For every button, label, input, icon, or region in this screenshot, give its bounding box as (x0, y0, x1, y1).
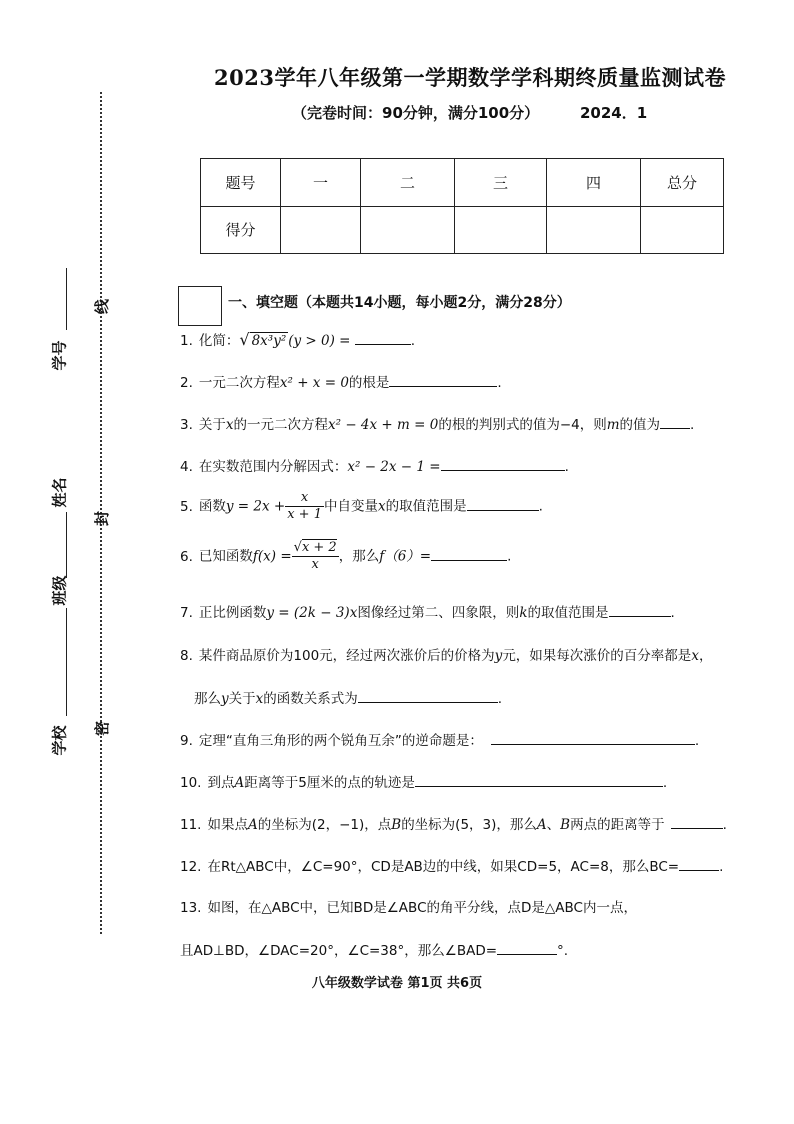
score-header-cell: 总分 (641, 159, 724, 207)
fraction: $\frac{x}{x + 1}$ (287, 490, 322, 522)
answer-blank[interactable] (389, 372, 497, 387)
class-underline (66, 608, 67, 716)
score-row-label: 得分 (201, 206, 281, 254)
question-3: 3. 关于x的一元二次方程x² − 4x + m = 0的根的判别式的值为−4，则m的值为 . (180, 414, 694, 435)
answer-blank[interactable] (609, 602, 671, 617)
score-table (200, 158, 724, 254)
binding-secret-char: 密 (93, 720, 112, 737)
binding-line-char: 线 (93, 298, 112, 315)
question-12: 12. 在Rt△ABC中，∠C=90°，CD是AB边的中线，如果CD=5，AC=8，那么BC= . (180, 856, 723, 877)
question-2: 2. 一元二次方程x² + x = 0的根是 . (180, 372, 502, 393)
student-id-label: 学号 (50, 340, 69, 371)
question-4: 4. 在实数范围内分解因式：x² − 2x − 1 = . (180, 456, 569, 477)
answer-blank[interactable] (671, 814, 723, 829)
section-score-box[interactable] (178, 286, 222, 326)
exam-title: 2023学年八年级第一学期数学学科期终质量监测试卷 (214, 65, 726, 90)
question-11: 11. 如果点A的坐标为(2，−1)，点B的坐标为(5，3)，那么A、B两点的距离等于 . (180, 814, 727, 835)
question-1: 1. 化简：√ 8x³y² (y > 0) = . (180, 330, 416, 349)
answer-blank[interactable] (358, 688, 498, 703)
score-table-header-row (201, 159, 724, 207)
answer-blank[interactable] (355, 330, 411, 345)
question-6: 6. 已知函数f(x) = $\frac{√x + 2}{x}$ ，那么f（6）= . (180, 540, 512, 572)
answer-blank[interactable] (415, 772, 663, 787)
answer-blank[interactable] (660, 414, 690, 429)
exam-subtitle: （完卷时间：90分钟，满分100分） (292, 104, 540, 122)
school-label: 学校 (50, 725, 69, 756)
name-label: 姓名 (50, 477, 69, 508)
answer-blank[interactable] (491, 730, 695, 745)
binding-seal-char: 封 (93, 510, 112, 527)
answer-blank[interactable] (467, 496, 539, 511)
student-id-underline (66, 268, 67, 330)
question-10: 10. 到点A距离等于5厘米的点的轨迹是 . (180, 772, 667, 793)
question-8: 8. 某件商品原价为100元，经过两次涨价后的价格为y元，如果每次涨价的百分率都是x， (180, 648, 713, 664)
answer-blank[interactable] (679, 856, 719, 871)
answer-blank[interactable] (497, 940, 557, 955)
score-cell[interactable] (641, 206, 724, 254)
score-header-cell: 四 (547, 159, 641, 207)
score-table-score-row (201, 206, 724, 254)
score-cell[interactable] (281, 206, 361, 254)
score-cell[interactable] (547, 206, 641, 254)
name-underline (66, 512, 67, 578)
score-cell[interactable] (361, 206, 455, 254)
score-cell[interactable] (455, 206, 547, 254)
score-header-cell: 二 (361, 159, 455, 207)
answer-blank[interactable] (441, 456, 565, 471)
class-label: 班级 (50, 575, 69, 606)
exam-date: 2024．1 (580, 104, 648, 122)
fraction: $\frac{√x + 2}{x}$ (293, 540, 337, 572)
page-footer: 八年级数学试卷 第1页 共6页 (311, 976, 483, 991)
section-title: 一、填空题（本题共14小题，每小题2分，满分28分） (228, 295, 571, 311)
question-13-line-2: 且AD⊥BD，∠DAC=20°，∠C=38°，那么∠BAD= °. (180, 940, 568, 961)
answer-blank[interactable] (431, 546, 507, 561)
question-8-line-2: 那么y关于x的函数关系式为 . (194, 688, 502, 709)
score-header-cell: 一 (281, 159, 361, 207)
question-5: 5. 函数y = 2x + $\frac{x}{x + 1}$ 中自变量x的取值范围是 . (180, 490, 543, 522)
question-13: 13. 如图，在△ABC中，已知BD是∠ABC的角平分线，点D是△ABC内一点， (180, 900, 637, 916)
score-header-cell: 三 (455, 159, 547, 207)
question-9: 9. 定理“直角三角形的两个锐角互余”的逆命题是： . (180, 730, 699, 751)
score-header-cell: 题号 (201, 159, 281, 207)
question-7: 7. 正比例函数y = (2k − 3)x图像经过第二、四象限，则k的取值范围是 . (180, 602, 675, 623)
